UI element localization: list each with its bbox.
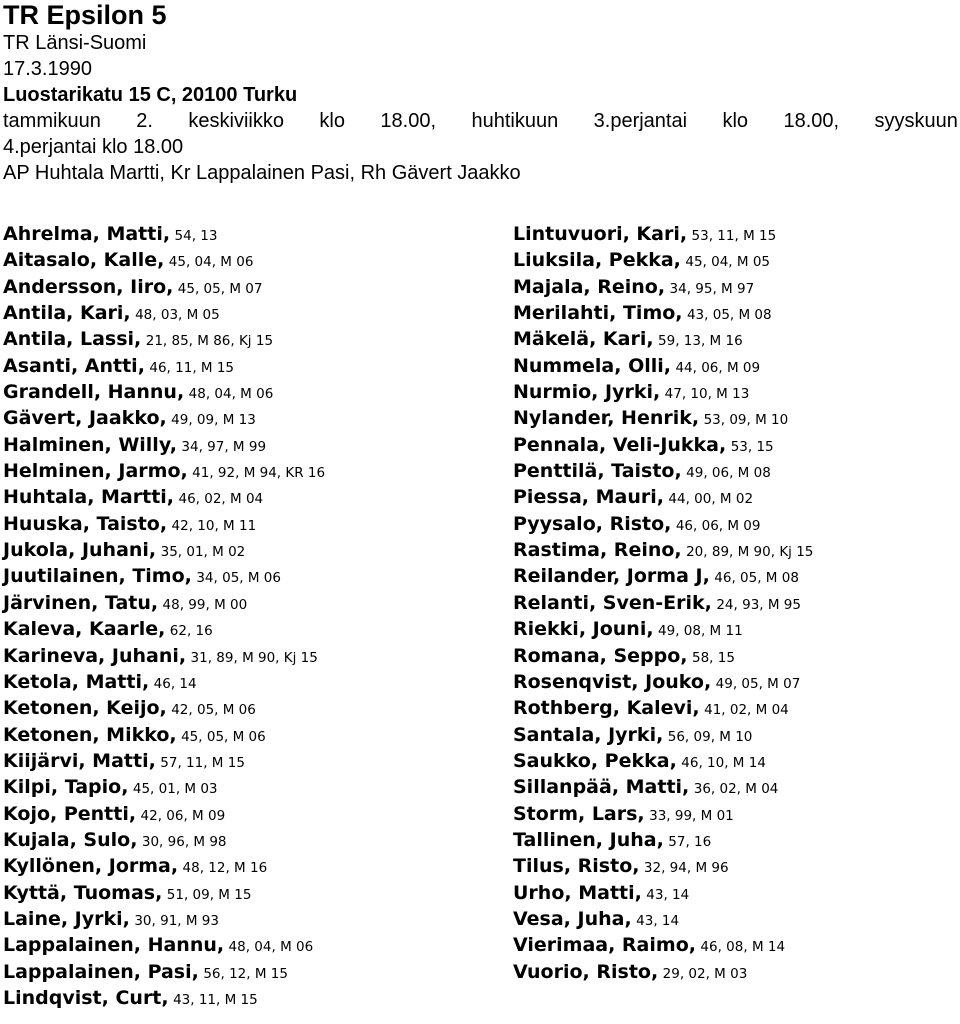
member-details: 49, 06, M 08 bbox=[686, 465, 771, 482]
member-entry bbox=[3, 353, 325, 379]
member-details: 48, 04, M 06 bbox=[188, 386, 274, 403]
member-name: Ahrelma, Matti, bbox=[3, 223, 171, 245]
member-name: Huuska, Taisto, bbox=[3, 512, 168, 535]
member-entry bbox=[513, 405, 813, 431]
member-details: 43, 05, M 08 bbox=[686, 307, 772, 324]
member-entry bbox=[513, 247, 813, 273]
member-entry bbox=[513, 484, 813, 510]
member-entry bbox=[513, 669, 813, 695]
member-entry bbox=[3, 669, 325, 695]
member-entry bbox=[3, 484, 325, 510]
member-details: 57, 11, M 15 bbox=[160, 754, 245, 771]
member-name: Halminen, Willy, bbox=[3, 433, 177, 456]
member-details: 46, 08, M 14 bbox=[700, 939, 786, 956]
member-details: 48, 04, M 06 bbox=[228, 939, 314, 956]
member-entry bbox=[513, 353, 813, 379]
member-name: Merilahti, Timo, bbox=[513, 302, 683, 325]
member-entry bbox=[3, 906, 325, 932]
member-entry bbox=[3, 643, 325, 669]
member-details: 45, 04, M 05 bbox=[685, 254, 770, 271]
member-entry bbox=[3, 801, 325, 827]
member-name: Jukola, Juhani, bbox=[3, 539, 157, 562]
member-entry bbox=[513, 774, 813, 800]
member-details: 31, 89, M 90, Kj 15 bbox=[190, 649, 318, 666]
meeting-schedule-line-2: 4.perjantai klo 18.00 bbox=[3, 136, 184, 158]
member-name: Kujala, Sulo, bbox=[3, 828, 138, 851]
member-details: 46, 02, M 04 bbox=[178, 491, 264, 508]
member-details: 42, 06, M 09 bbox=[140, 807, 226, 824]
member-entry bbox=[3, 511, 325, 537]
member-details: 30, 91, M 93 bbox=[134, 912, 219, 929]
meeting-word: 3.perjantai bbox=[593, 110, 688, 132]
member-entry bbox=[513, 563, 813, 589]
member-details: 36, 02, M 04 bbox=[693, 781, 779, 798]
member-name: Riekki, Jouni, bbox=[513, 618, 654, 641]
member-details: 54, 13 bbox=[174, 228, 218, 244]
meeting-word: 2. bbox=[136, 110, 153, 132]
member-details: 45, 05, M 06 bbox=[181, 728, 266, 745]
member-details: 56, 12, M 15 bbox=[203, 965, 288, 982]
member-entry bbox=[3, 959, 325, 985]
member-name: Lappalainen, Hannu, bbox=[3, 934, 225, 957]
member-details: 59, 13, M 16 bbox=[658, 333, 743, 350]
member-details: 44, 00, M 02 bbox=[668, 491, 754, 508]
member-details: 24, 93, M 95 bbox=[716, 596, 801, 613]
member-name: Järvinen, Tatu, bbox=[3, 591, 159, 614]
member-entry bbox=[513, 722, 813, 748]
member-name: Tallinen, Juha, bbox=[513, 828, 664, 851]
member-name: Liuksila, Pekka, bbox=[513, 249, 681, 272]
member-details: 48, 03, M 05 bbox=[135, 307, 220, 324]
member-name: Lappalainen, Pasi, bbox=[3, 960, 199, 983]
member-details: 45, 01, M 03 bbox=[132, 781, 218, 798]
region: TR Länsi-Suomi bbox=[3, 32, 147, 54]
member-name: Pyysalo, Risto, bbox=[513, 512, 672, 535]
member-details: 46, 14 bbox=[153, 675, 197, 692]
member-details: 45, 04, M 06 bbox=[168, 254, 254, 271]
member-details: 41, 02, M 04 bbox=[704, 702, 789, 719]
member-entry bbox=[3, 590, 325, 616]
meeting-schedule-line-1 bbox=[3, 108, 958, 134]
member-name: Nummela, Olli, bbox=[513, 354, 671, 377]
member-entry bbox=[513, 379, 813, 405]
member-name: Aitasalo, Kalle, bbox=[3, 249, 165, 272]
member-entry bbox=[3, 774, 325, 800]
member-name: Penttilä, Taisto, bbox=[513, 460, 682, 483]
member-entry bbox=[513, 326, 813, 352]
meeting-address: Luostarikatu 15 C, 20100 Turku bbox=[3, 84, 298, 106]
member-list-left bbox=[3, 221, 325, 1011]
member-entry bbox=[513, 643, 813, 669]
meeting-word: 18.00, bbox=[380, 110, 437, 132]
member-name: Tilus, Risto, bbox=[513, 855, 640, 878]
member-name: Gävert, Jaakko, bbox=[3, 407, 167, 430]
member-details: 21, 85, M 86, Kj 15 bbox=[145, 333, 274, 350]
member-details: 58, 15 bbox=[691, 649, 735, 666]
member-name: Lindqvist, Curt, bbox=[3, 986, 169, 1009]
member-name: Pennala, Veli-Jukka, bbox=[513, 433, 727, 456]
member-name: Helminen, Jarmo, bbox=[3, 460, 188, 483]
member-name: Relanti, Sven-Erik, bbox=[513, 591, 712, 614]
member-details: 46, 10, M 14 bbox=[681, 754, 766, 771]
member-entry bbox=[3, 458, 325, 484]
member-entry bbox=[513, 695, 813, 721]
member-details: 34, 95, M 97 bbox=[669, 280, 755, 297]
member-name: Laine, Jyrki, bbox=[3, 907, 130, 930]
member-name: Karineva, Juhani, bbox=[3, 644, 187, 667]
meeting-word: keskiviikko bbox=[188, 110, 284, 132]
meeting-word: huhtikuun bbox=[471, 110, 559, 132]
member-details: 46, 11, M 15 bbox=[149, 359, 235, 376]
officers: AP Huhtala Martti, Kr Lappalainen Pasi, Rh Gävert Jaakko bbox=[3, 162, 521, 184]
member-entry bbox=[513, 748, 813, 774]
member-entry bbox=[513, 300, 813, 326]
member-entry bbox=[3, 748, 325, 774]
member-entry bbox=[3, 722, 325, 748]
member-details: 30, 96, M 98 bbox=[141, 833, 227, 850]
member-entry bbox=[3, 880, 325, 906]
member-entry bbox=[513, 827, 813, 853]
member-name: Santala, Jyrki, bbox=[513, 723, 664, 746]
member-entry bbox=[3, 932, 325, 958]
member-details: 44, 06, M 09 bbox=[675, 359, 761, 376]
member-name: Antila, Lassi, bbox=[3, 328, 142, 351]
member-entry bbox=[513, 458, 813, 484]
member-name: Kiijärvi, Matti, bbox=[3, 749, 156, 772]
member-entry bbox=[513, 616, 813, 642]
member-entry bbox=[3, 695, 325, 721]
member-name: Antila, Kari, bbox=[3, 302, 131, 325]
member-entry bbox=[513, 932, 813, 958]
member-entry bbox=[513, 880, 813, 906]
member-name: Sillanpää, Matti, bbox=[513, 776, 690, 799]
member-list-right bbox=[513, 221, 813, 985]
member-name: Saukko, Pekka, bbox=[513, 749, 677, 772]
member-details: 43, 14 bbox=[646, 886, 690, 903]
member-entry bbox=[513, 853, 813, 879]
member-entry bbox=[3, 221, 325, 247]
member-name: Rothberg, Kalevi, bbox=[513, 697, 700, 720]
member-entry bbox=[513, 959, 813, 985]
member-entry bbox=[513, 432, 813, 458]
member-name: Kojo, Pentti, bbox=[3, 802, 137, 825]
member-details: 20, 89, M 90, Kj 15 bbox=[686, 544, 814, 561]
member-name: Urho, Matti, bbox=[513, 881, 642, 904]
member-entry bbox=[513, 511, 813, 537]
member-details: 43, 14 bbox=[636, 912, 680, 929]
member-details: 56, 09, M 10 bbox=[667, 728, 753, 745]
member-name: Rosenqvist, Jouko, bbox=[513, 670, 712, 693]
member-name: Ketonen, Keijo, bbox=[3, 697, 167, 720]
member-details: 34, 05, M 06 bbox=[196, 570, 281, 587]
member-details: 53, 09, M 10 bbox=[703, 412, 789, 429]
member-name: Asanti, Antti, bbox=[3, 354, 145, 377]
member-details: 51, 09, M 15 bbox=[166, 886, 252, 903]
member-details: 29, 02, M 03 bbox=[662, 965, 748, 982]
member-details: 48, 99, M 00 bbox=[162, 596, 248, 613]
member-details: 49, 08, M 11 bbox=[658, 623, 743, 640]
member-entry bbox=[513, 537, 813, 563]
member-entry bbox=[3, 405, 325, 431]
member-entry bbox=[3, 326, 325, 352]
member-entry bbox=[513, 221, 813, 247]
member-name: Romana, Seppo, bbox=[513, 644, 688, 667]
member-name: Vesa, Juha, bbox=[513, 907, 632, 930]
member-entry bbox=[3, 616, 325, 642]
member-name: Reilander, Jorma J, bbox=[513, 565, 710, 588]
member-details: 45, 05, M 07 bbox=[177, 280, 263, 297]
member-details: 42, 05, M 06 bbox=[171, 702, 256, 719]
member-details: 57, 16 bbox=[668, 833, 712, 850]
member-details: 42, 10, M 11 bbox=[171, 517, 257, 534]
member-entry bbox=[3, 563, 325, 589]
member-details: 33, 99, M 01 bbox=[649, 807, 734, 824]
member-entry bbox=[3, 432, 325, 458]
member-details: 49, 09, M 13 bbox=[171, 412, 256, 429]
member-details: 62, 16 bbox=[169, 623, 213, 640]
member-name: Huhtala, Martti, bbox=[3, 486, 175, 509]
member-name: Storm, Lars, bbox=[513, 802, 645, 825]
member-name: Kilpi, Tapio, bbox=[3, 776, 129, 799]
member-details: 41, 92, M 94, KR 16 bbox=[192, 465, 326, 482]
member-name: Vierimaa, Raimo, bbox=[513, 934, 696, 957]
member-name: Lintuvuori, Kari, bbox=[513, 223, 688, 245]
member-entry bbox=[513, 801, 813, 827]
founding-date: 17.3.1990 bbox=[3, 58, 92, 80]
member-name: Mäkelä, Kari, bbox=[513, 328, 654, 351]
member-name: Majala, Reino, bbox=[513, 275, 666, 298]
member-entry bbox=[3, 985, 325, 1011]
member-entry bbox=[3, 247, 325, 273]
meeting-word: 18.00, bbox=[783, 110, 840, 132]
member-details: 46, 05, M 08 bbox=[714, 570, 799, 587]
member-name: Andersson, Iiro, bbox=[3, 275, 174, 298]
meeting-word: tammikuun bbox=[3, 110, 101, 132]
member-name: Grandell, Hannu, bbox=[3, 381, 185, 404]
member-details: 49, 05, M 07 bbox=[715, 675, 801, 692]
member-name: Nurmio, Jyrki, bbox=[513, 381, 661, 404]
member-details: 34, 97, M 99 bbox=[181, 438, 267, 455]
member-details: 48, 12, M 16 bbox=[182, 860, 268, 877]
member-details: 53, 15 bbox=[730, 438, 774, 455]
member-entry bbox=[3, 274, 325, 300]
member-entry bbox=[3, 853, 325, 879]
member-name: Nylander, Henrik, bbox=[513, 407, 700, 430]
member-name: Vuorio, Risto, bbox=[513, 960, 659, 983]
meeting-word: klo bbox=[319, 110, 345, 132]
member-name: Juutilainen, Timo, bbox=[3, 565, 192, 588]
member-details: 53, 11, M 15 bbox=[691, 228, 777, 244]
member-name: Piessa, Mauri, bbox=[513, 486, 664, 509]
member-entry bbox=[3, 300, 325, 326]
lodge-header bbox=[3, 0, 958, 186]
member-details: 32, 94, M 96 bbox=[643, 860, 729, 877]
member-details: 35, 01, M 02 bbox=[160, 544, 246, 561]
member-entry bbox=[513, 590, 813, 616]
member-details: 47, 10, M 13 bbox=[664, 386, 750, 403]
member-name: Ketonen, Mikko, bbox=[3, 723, 177, 746]
member-name: Kyllönen, Jorma, bbox=[3, 855, 179, 878]
member-name: Kyttä, Tuomas, bbox=[3, 881, 163, 904]
member-name: Rastima, Reino, bbox=[513, 539, 682, 562]
meeting-word: syyskuun bbox=[874, 110, 958, 132]
member-entry bbox=[513, 906, 813, 932]
member-entry bbox=[3, 537, 325, 563]
member-entry bbox=[513, 274, 813, 300]
member-entry bbox=[3, 827, 325, 853]
member-details: 46, 06, M 09 bbox=[675, 517, 761, 534]
lodge-title: TR Epsilon 5 bbox=[3, 0, 167, 30]
member-details: 43, 11, M 15 bbox=[173, 991, 258, 1008]
member-name: Ketola, Matti, bbox=[3, 670, 150, 693]
meeting-word: klo bbox=[722, 110, 749, 132]
member-entry bbox=[3, 379, 325, 405]
member-name: Kaleva, Kaarle, bbox=[3, 618, 166, 641]
